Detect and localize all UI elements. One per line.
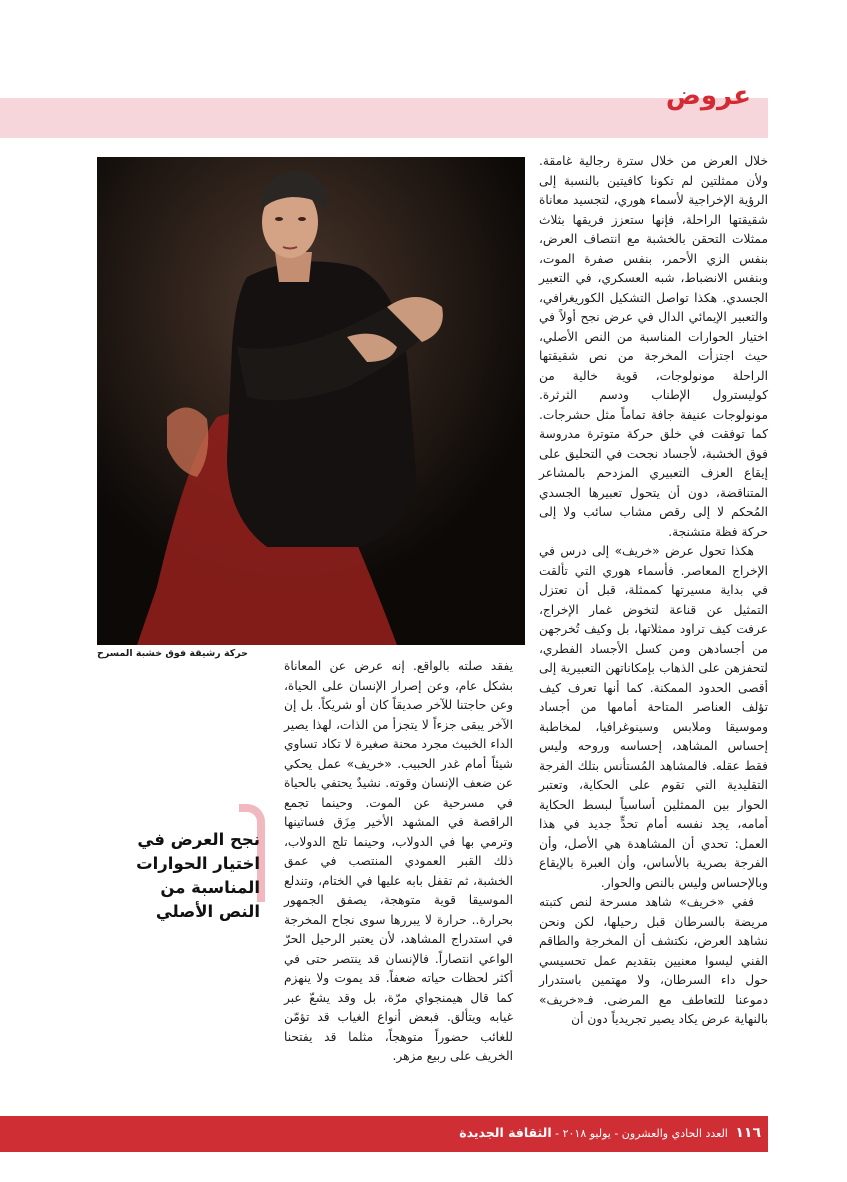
- section-header-band: [0, 98, 768, 138]
- paragraph-3: ففي «خريف» شاهد مسرحة لنص كتبته مريضة بالسرطان قبل رحيلها، لكن ونحن نشاهد العرض، نكتشف أن المخرجة والطاقم الفني ليسوا معنيين بتقديم عمل تحسيسي حول داء السرطان، ولا مهتمين باستدرار دموعنا للتعاطف مع المرضى. فـ«خريف» بالنهاية عرض يكاد يصير تجريدياً دون أن: [539, 895, 768, 1026]
- footer: [459, 1121, 761, 1146]
- issue-info: العدد الحادي والعشرون - يوليو ٢٠١٨ -: [555, 1127, 728, 1140]
- article-column-middle: [284, 657, 513, 1067]
- page-number: ١١٦: [735, 1125, 761, 1141]
- article-column-right: [539, 152, 768, 1030]
- section-title: عروض: [665, 81, 751, 111]
- performance-photo: [97, 157, 525, 645]
- paragraph-4: يفقد صلته بالواقع. إنه عرض عن المعاناة بشكل عام، وعن إصرار الإنسان على الحياة، وعن حاجتنا للآخر صديقاً كان أو شريكاً. بل إن الآخر يبقى جزءاً لا يتجزأ من الذات، لهذا يصير الداء الخبيث مجرد محنة صغيرة لا تكاد تساوي شيئاً أمام غدر الحبيب. «خريف» عمل يحكي عن ضعف الإنسان وقوته. نشيدٌ يحتفي بالحياة في مسرحية عن الموت. وحينما تجمع الراقصة في المشهد الأخير مِزَق فساتينها وترمي بها في الدولاب، وحينما تلج الدولاب، ذلك القبر العمودي المنتصب في عمق الخشبة، ثم تقفل بابه عليها في الختام، وتندلع الموسيقا قوية متوهجة، يصفق الجمهور بحرارة.. حرارة لا يبررها سوى نجاح المخرجة في استدراج المشاهد، لأن يعتبر الرحيل الحرّ الواعي انتصاراً. فالإنسان قد ينتصر حتى في أكثر لحظات حياته ضعفاً. قد يموت ولا ينهزم كما قال هيمنجواي مرّة، بل وقد يشعّ عبر غيابه ويتألق. فبعض أنواع الغياب قد تؤمّن للغائب حضوراً متوهجاً، مثلما قد يفتحنا الخريف على ربيع مزهر.: [284, 659, 513, 1063]
- paragraph-2: هكذا تحول عرض «خريف» إلى درس في الإخراج المعاصر. فأسماء هوري التي تألقت في بداية مسيرتها كممثلة، قبل أن تعتزل التمثيل عن قناعة لتخوض غمار الإخراج، عرفت كيف تراود ممثلاتها، بل وكيف تُخرجهن من أجسادهن ومن كسل الأجساد الفطري، لتحفزهن على الذهاب بإمكاناتهن التعبيرية إلى أقصى الحدود الممكنة. كما أنها تعرف كيف تؤلف العناصر المتاحة أمامها من أجساد وموسيقا وملابس وسينوغرافيا، لمخاطبة إحساس المشاهد، إحساسه وروحه وليس فقط عقله. فالمشاهد المُستأنس بتلك الفرجة التقليدية التي تقوم على الحكاية، وتعتبر الحوار بين الممثلين أساسياً لبسط الحكاية أمامه، يجد نفسه أمام تحدٍّ جديد في هذا العمل: تحدي أن المشاهدة هي الأصل، وأن الفرجة بصرية بالأساس، وأن العبرة بالإيقاع وبالإحساس وليس بالنص والحوار.: [539, 544, 768, 890]
- pull-quote: نجح العرض في اختيار الحوارات المناسبة من النص الأصلي: [136, 830, 260, 921]
- dancer-illustration: [97, 157, 525, 645]
- magazine-name: الثقافة الجديدة: [459, 1125, 552, 1140]
- paragraph-1: خلال العرض من خلال سترة رجالية غامقة. ولأن ممثلتين لم تكونا كافيتين بالنسبة إلى الرؤية الإخراجية لأسماء هوري، لتجسيد معاناة شقيقتها الراحلة، فإنها ستعزز فريقها بثلاث ممثلات التحقن بالخشبة مع انتصاف العرض، بنفس الزي الأحمر، بنفس صفرة الموت، وبنفس الانضباط، شبه العسكري، في التعبير الجسدي. هكذا تواصل التشكيل الكوريغرافي، والتعبير الإيمائي الدال في عرض نجح أولاً في اختيار الحوارات المناسبة من النص الأصلي، حيث اجتزأت المخرجة من نص شقيقتها الراحلة مونولوجات، قوية خالية من كوليسترول الإطناب ودسم الثرثرة. مونولوجات عنيفة جافة تماماً مثل حشرجات. كما توفقت في خلق حركة متوترة مدروسة فوق الخشبة، لأجساد نجحت في التحليق على إيقاع العزف التعبيري المزدحم بالمشاعر المتناقضة، دون أن يتحول تعبيرها الجسدي المُحكم لا إلى رقص مشاب سائب ولا إلى حركة فظة متشنجة.: [539, 154, 768, 539]
- photo-caption-text: حركة رشيقة فوق خشبة المسرح: [97, 648, 248, 659]
